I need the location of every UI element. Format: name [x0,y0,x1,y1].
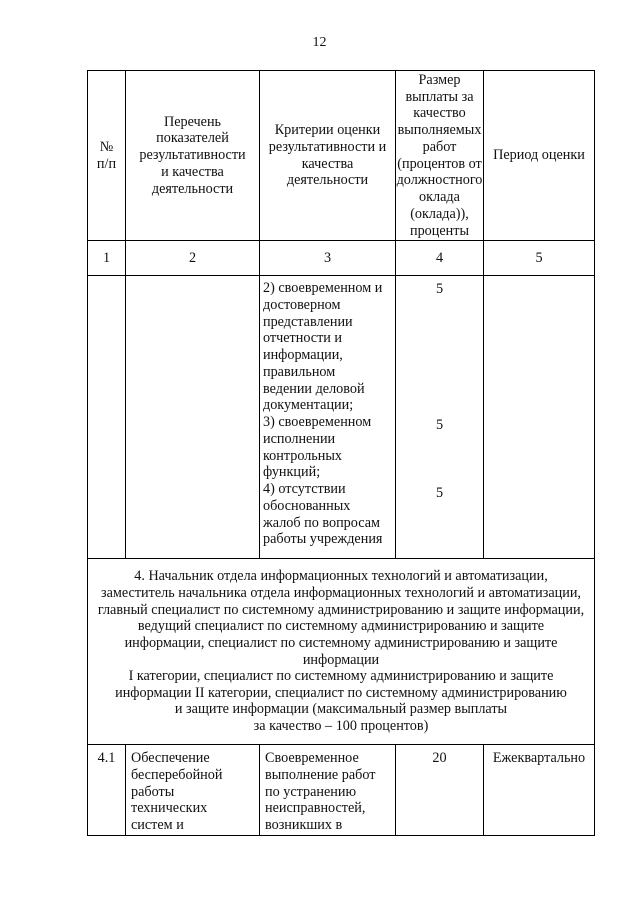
header-line: результативности [139,147,246,164]
criteria-line: документации; [263,397,354,414]
indicator-cell [126,745,260,836]
criteria-line: ведении деловой [263,380,365,397]
criteria-line: 2) своевременном и [263,280,383,296]
row-number: 4.1 [88,745,126,836]
indicator-line: Обеспечение [131,750,210,766]
header-row [88,71,595,241]
value-item: 5 [435,416,444,433]
page-number: 12 [312,35,327,50]
header-number [88,71,126,241]
criteria-line: достоверном [263,296,341,313]
header-criteria [260,71,396,241]
criteria-line: информации, [263,347,343,363]
header-payment-size [396,71,484,241]
indicator-line: систем и [131,817,184,833]
header-line: Размер [418,71,461,88]
values-cell [396,276,484,559]
criteria-line: 3) своевременном [263,414,372,430]
header-line: работ [422,138,457,155]
column-number: 5 [484,241,595,276]
empty-cell [88,276,126,559]
continuation-row [88,276,595,559]
header-line: (процентов от [397,155,482,172]
header-line: (оклада)), [410,205,469,222]
criteria-line: функций; [263,464,321,481]
criteria-line: представлении [263,313,353,330]
column-numbers-row [88,241,595,276]
header-line: № [99,138,114,155]
header-line: выплаты за [405,88,474,105]
criteria-line: исполнении [263,430,336,447]
empty-cell [484,276,595,559]
criteria-line: неисправностей, [265,800,366,817]
header-line: проценты [410,222,469,239]
indicator-line: технических [131,800,208,817]
criteria-line: отчетности и [263,330,343,347]
header-line: Перечень [163,113,222,130]
header-indicators [126,71,260,241]
column-number: 2 [126,241,260,276]
period-cell: Ежеквартально [484,745,595,836]
section-4-row [88,559,595,745]
header-line: и качества [161,163,224,180]
criteria-line: работы учреждения [263,531,383,548]
header-line: выполняемых [397,122,482,138]
header-line: результативности и [268,138,387,155]
value-cell: 20 [396,745,484,836]
section-line: I категории, специалист по системному администрированию и защите [128,668,554,685]
header-line: п/п [96,155,117,172]
criteria-line: жалоб по вопросам [263,514,380,531]
column-number: 3 [260,241,396,276]
section-line: за качество – 100 процентов) [253,717,429,734]
value-item: 5 [435,281,444,297]
header-line: должностного [396,172,483,189]
criteria-line: по устранению [265,783,357,800]
header-period [484,71,595,241]
criteria-line: правильном [263,363,336,380]
header-line: показателей [156,130,229,147]
criteria-line: возникших в [265,817,343,833]
empty-cell [126,276,260,559]
criteria-line: Своевременное [265,750,359,766]
header-line: качества [301,155,354,172]
criteria-cell [260,276,396,559]
section-line: главный специалист по системному администрированию и защите информации, [97,601,585,618]
criteria-cell [260,745,396,836]
section-line: информации II категории, специалист по системному администрированию [115,684,567,701]
header-line: Критерии оценки [274,122,381,138]
header-line: качество [413,105,466,122]
section-line: ведущий специалист по системному администрированию и защите [137,618,545,635]
criteria-line: 4) отсутствии [263,481,346,497]
column-number: 4 [396,241,484,276]
section-4-title [88,559,595,745]
header-line: оклада [419,189,460,205]
header-line: деятельности [151,180,234,197]
criteria-line: выполнение работ [265,766,376,783]
criteria-table [87,70,595,836]
criteria-line: контрольных [263,447,343,464]
section-line: заместитель начальника отдела информационных технологий и автоматизации, [101,585,581,602]
row-4-1 [88,745,595,836]
value-item: 5 [435,484,444,501]
indicator-line: бесперебойной [131,766,223,783]
section-line: 4. Начальник отдела информационных технологий и автоматизации, [134,568,548,585]
section-line: информации, специалист по системному администрированию и защите [124,634,558,651]
indicator-line: работы [131,783,175,800]
section-line: и защите информации (максимальный размер выплаты [174,701,508,718]
header-line: деятельности [286,172,369,189]
column-number: 1 [88,241,126,276]
criteria-line: обоснованных [263,497,351,514]
section-line: информации [302,651,380,668]
header-line: Период оценки [493,147,585,164]
